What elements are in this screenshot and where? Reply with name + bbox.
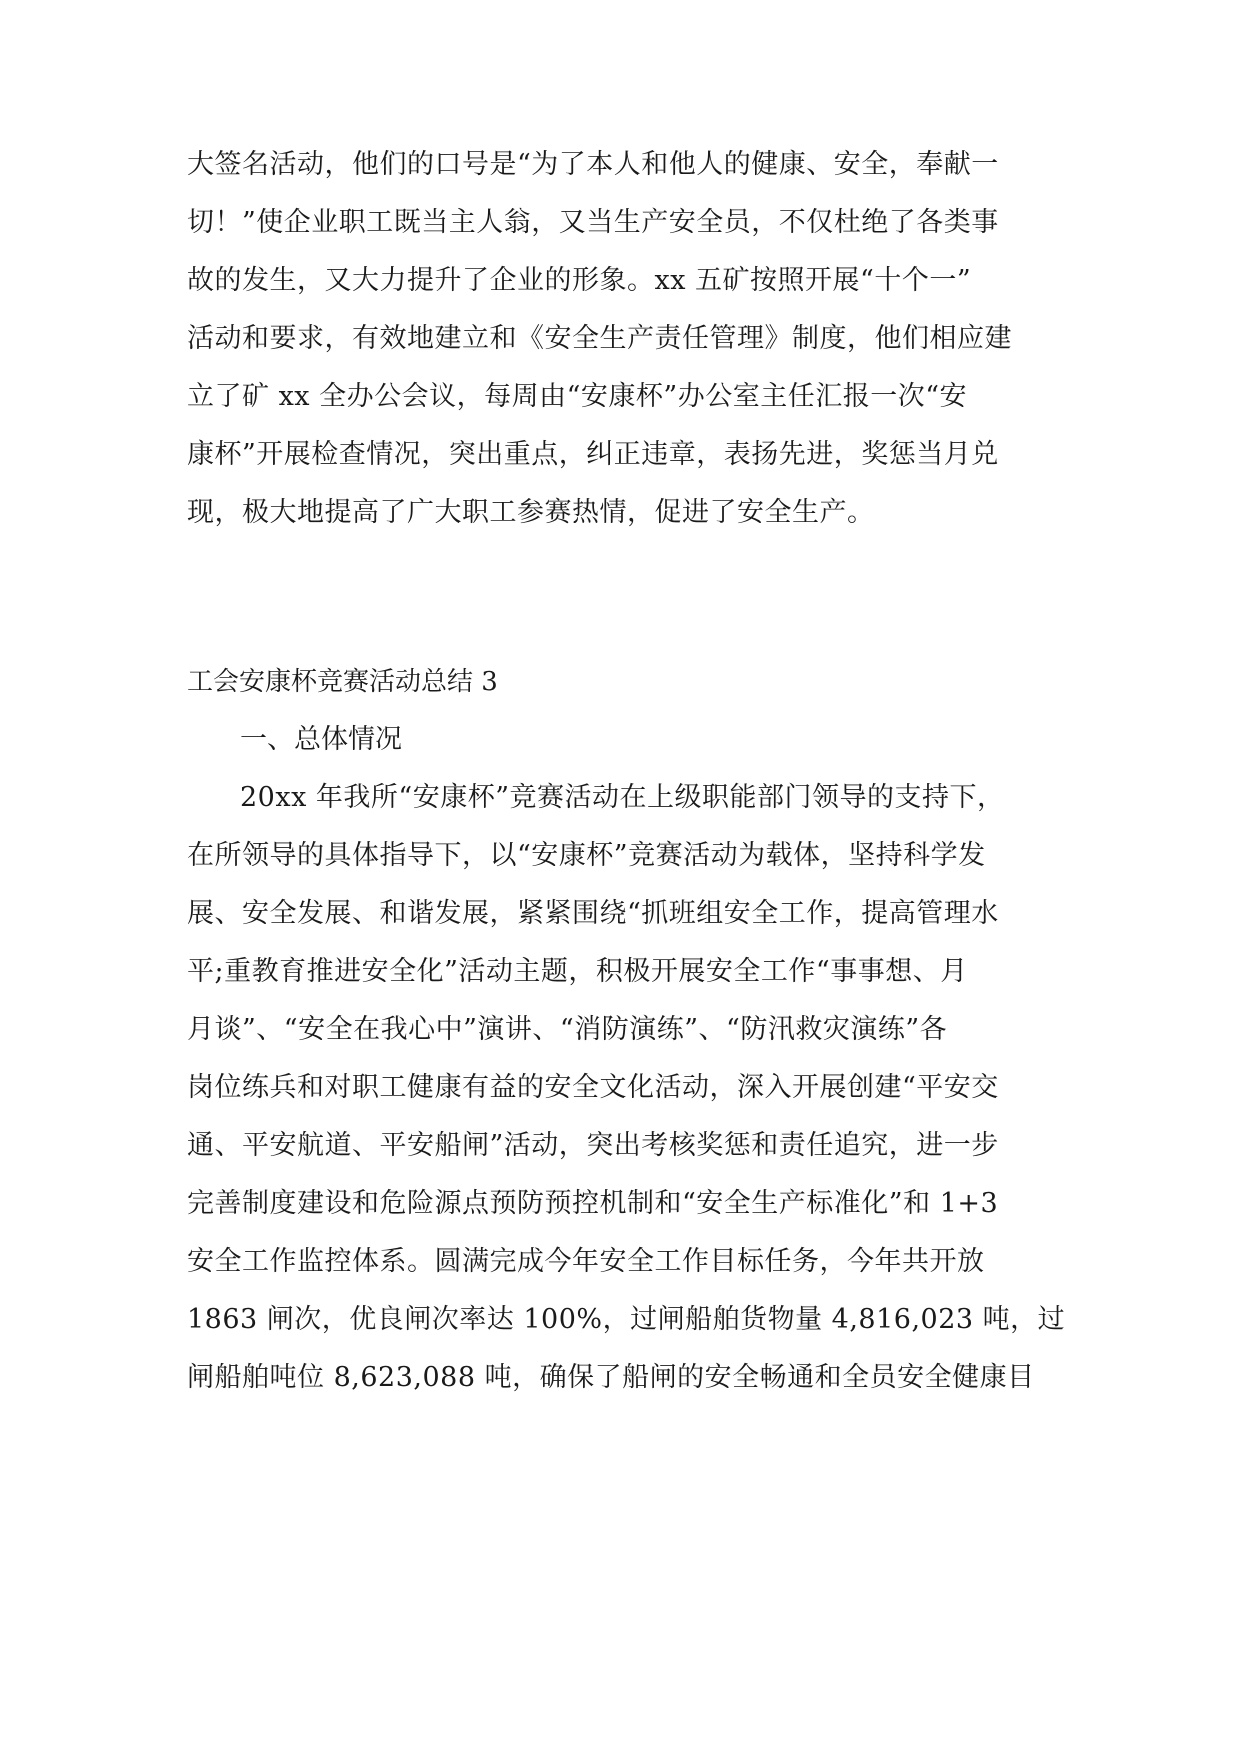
paragraph1-line-1: 大签名活动，他们的口号是“为了本人和他人的健康、安全，奉献一 [187, 149, 999, 180]
paragraph1-line-7: 现，极大地提高了广大职工参赛热情，促进了安全生产。 [187, 497, 875, 528]
paragraph2-line-5: 月谈”、“安全在我心中”演讲、“消防演练”、“防汛救灾演练”各 [187, 1014, 948, 1045]
paragraph1-line-2: 切！”使企业职工既当主人翁，又当生产安全员，不仅杜绝了各类事 [187, 207, 999, 238]
paragraph1-line-4: 活动和要求，有效地建立和《安全生产责任管理》制度，他们相应建 [187, 323, 1012, 354]
paragraph2-line-8: 完善制度建设和危险源点预防预控机制和“安全生产标准化”和 1+3 [187, 1188, 999, 1219]
paragraph2-line-2: 在所领导的具体指导下，以“安康杯”竞赛活动为载体，坚持科学发 [187, 840, 986, 871]
paragraph2-line-6: 岗位练兵和对职工健康有益的安全文化活动，深入开展创建“平安交 [187, 1072, 999, 1103]
paragraph1-line-5: 立了矿 xx 全办公会议，每周由“安康杯”办公室主任汇报一次“安 [187, 381, 968, 412]
paragraph2-line-11: 闸船舶吨位 8,623,088 吨，确保了船闸的安全畅通和全员安全健康目 [187, 1362, 1035, 1393]
paragraph2-line-3: 展、安全发展、和谐发展，紧紧围绕“抓班组安全工作，提高管理水 [187, 898, 999, 929]
section-title: 工会安康杯竞赛活动总结 3 [187, 667, 498, 697]
paragraph2-line-7: 通、平安航道、平安船闸”活动，突出考核奖惩和责任追究，进一步 [187, 1130, 999, 1161]
paragraph2-line-10: 1863 闸次，优良闸次率达 100%，过闸船舶货物量 4,816,023 吨，过 [187, 1304, 1066, 1335]
paragraph2-line-1: 20xx 年我所“安康杯”竞赛活动在上级职能部门领导的支持下， [240, 782, 1005, 813]
paragraph1-line-3: 故的发生，又大力提升了企业的形象。xx 五矿按照开展“十个一” [187, 265, 972, 296]
paragraph2-line-9: 安全工作监控体系。圆满完成今年安全工作目标任务，今年共开放 [187, 1246, 985, 1277]
paragraph1-line-6: 康杯”开展检查情况，突出重点，纠正违章，表扬先进，奖惩当月兑 [187, 439, 999, 470]
paragraph2-line-4: 平;重教育推进安全化”活动主题，积极开展安全工作“事事想、月 [187, 956, 968, 987]
subsection-title: 一、总体情况 [240, 724, 402, 755]
